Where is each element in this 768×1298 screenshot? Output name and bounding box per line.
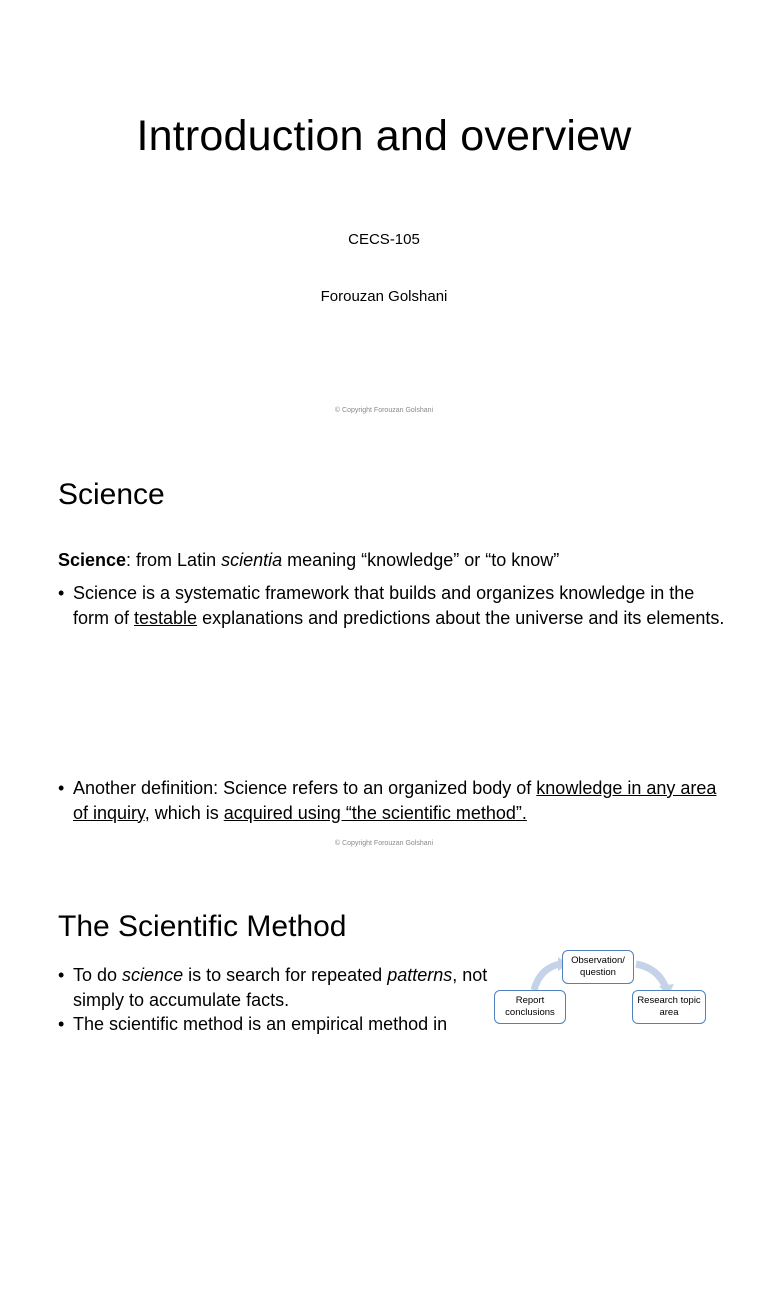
bullet-text: , which is (144, 802, 224, 823)
bullet-text: explanations and predictions about the universe and its elements. (197, 607, 725, 628)
node-research-topic: Research topic area (632, 990, 706, 1024)
bullet-text: is to search for repeated (183, 965, 388, 985)
bullet-empirical-method (58, 1012, 488, 1037)
scientific-method-slide (0, 866, 768, 1298)
bullet-another-definition (58, 776, 733, 825)
node-observation: Observation/ question (562, 950, 634, 984)
emphasis-science: science (122, 965, 184, 985)
science-definition (58, 548, 718, 573)
science-slide (0, 433, 768, 865)
bullet-text: , not simply to accumulate facts. (73, 965, 488, 1010)
node-report-conclusions: Report conclusions (494, 990, 566, 1024)
copyright-notice: © Copyright Forouzan Golshani (334, 840, 434, 847)
slide-title: Science (58, 478, 165, 511)
definition-pre: : from Latin (126, 550, 222, 570)
definition-latin-word: scientia (221, 550, 283, 570)
bullet-patterns (58, 963, 488, 1012)
arrow-left (534, 964, 560, 990)
author-name: Forouzan Golshani (320, 288, 448, 305)
scientific-method-cycle-diagram (490, 946, 720, 1026)
arrow-right (636, 964, 666, 988)
title-slide (0, 0, 768, 432)
slide-title: The Scientific Method (58, 910, 347, 943)
course-code: CECS-105 (348, 231, 420, 248)
bullet-text: To do (73, 965, 123, 985)
bullet-text: The scientific method is an empirical method in (73, 1014, 448, 1034)
presentation-title: Introduction and overview (136, 112, 632, 160)
bullet-systematic-framework (58, 581, 733, 630)
definition-term: Science (58, 550, 127, 570)
emphasis-patterns: patterns (387, 965, 453, 985)
bullet-text: Science is a systematic framework that builds and organizes knowledge in the form of (73, 583, 695, 628)
definition-meaning: meaning “knowledge” or “to know” (282, 550, 560, 570)
bullet-text: Another definition: Science refers to an organized body of (73, 778, 537, 798)
copyright-notice: © Copyright Forouzan Golshani (334, 407, 434, 414)
bullet-list (58, 963, 488, 1037)
underlined-knowledge: knowledge in any area of inquiry (73, 778, 717, 823)
underlined-scientific-method: acquired using “the scientific method”. (223, 802, 527, 823)
underlined-testable: testable (134, 607, 198, 628)
